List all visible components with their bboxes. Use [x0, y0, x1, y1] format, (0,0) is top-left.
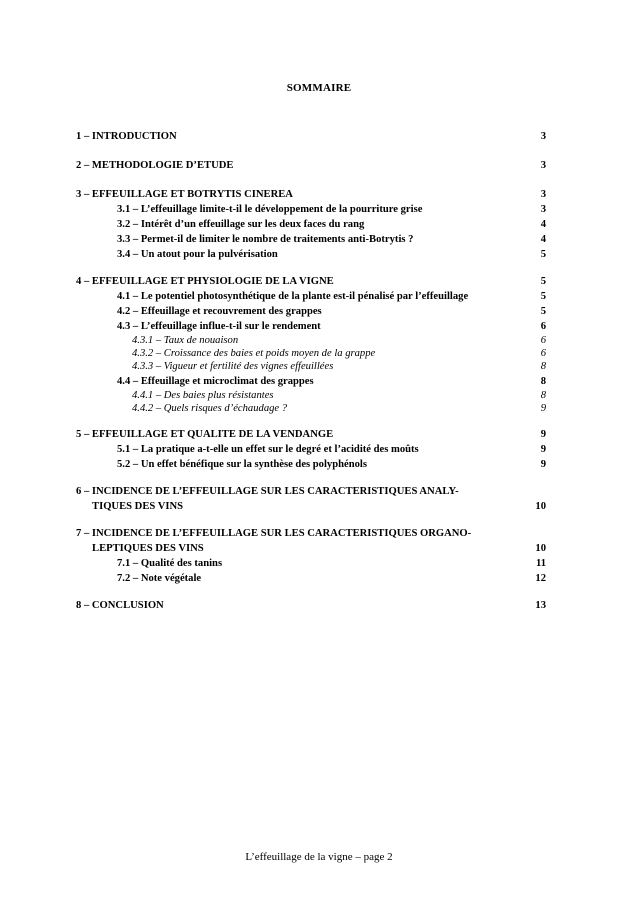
toc-page: 10	[535, 543, 546, 554]
toc-page: 13	[535, 600, 546, 611]
toc-label: 5.2 – Un effet bénéfique sur la synthèse des polyphénols	[117, 459, 367, 470]
toc-entry-4	[76, 274, 546, 289]
toc-page: 6	[540, 348, 546, 359]
toc-label: 4.3 – L’effeuillage influe-t-il sur le rendement	[117, 321, 321, 332]
toc-page: 8	[540, 376, 546, 387]
toc-entry-3-3	[76, 232, 546, 247]
toc-page: 3	[540, 204, 546, 215]
page-footer: L’effeuillage de la vigne – page 2	[245, 851, 393, 863]
toc-page: 12	[535, 573, 546, 584]
toc-label: 1 – INTRODUCTION	[76, 131, 177, 142]
page-title: SOMMAIRE	[286, 82, 352, 94]
toc-page: 9	[540, 444, 546, 455]
toc-entry-5	[76, 427, 546, 442]
toc-label: 3.3 – Permet-il de limiter le nombre de traitements anti-Botrytis ?	[117, 234, 414, 245]
toc-label: 4.3.3 – Vigueur et fertilité des vignes effeuillées	[132, 361, 334, 372]
toc-page: 5	[540, 306, 546, 317]
toc-label: 4.3.1 – Taux de nouaison	[132, 335, 239, 346]
toc-entry-3-1	[76, 202, 546, 217]
toc-label: 4.3.2 – Croissance des baies et poids moyen de la grappe	[132, 348, 376, 359]
toc-page: 8	[540, 390, 546, 401]
toc-page: 3	[540, 160, 546, 171]
toc-label: 4.1 – Le potentiel photosynthétique de la plante est-il pénalisé par l’effeuillage	[117, 291, 469, 302]
toc-entry-3-2	[76, 217, 546, 232]
toc-label: 7.1 – Qualité des tanins	[117, 558, 223, 569]
toc-label: 4.4.1 – Des baies plus résistantes	[132, 390, 274, 401]
toc-label: 7.2 – Note végétale	[117, 573, 202, 584]
toc-page: 8	[540, 361, 546, 372]
toc-page: 6	[540, 335, 546, 346]
toc-page: 10	[535, 501, 546, 512]
toc-entry-5-2	[76, 457, 546, 472]
toc-entry-8	[76, 598, 546, 613]
toc-page: 9	[540, 403, 546, 414]
toc-page: 6	[540, 321, 546, 332]
toc-entry-4-3-2	[76, 347, 546, 360]
toc-entry-4-3-3	[76, 360, 546, 374]
toc-page: 9	[540, 429, 546, 440]
toc-label: 3.1 – L’effeuillage limite-t-il le développement de la pourriture grise	[117, 204, 423, 215]
toc-label: 6 – INCIDENCE DE L’EFFEUILLAGE SUR LES CARACTERISTIQUES ANALY- TIQUES DES VINS	[76, 486, 459, 512]
toc-label: 3.4 – Un atout pour la pulvérisation	[117, 249, 278, 260]
toc-label: 4.4 – Effeuillage et microclimat des grappes	[117, 376, 314, 387]
toc-page: 5	[540, 249, 546, 260]
toc-label: 7 – INCIDENCE DE L’EFFEUILLAGE SUR LES CARACTERISTIQUES ORGANO- LEPTIQUES DES VINS	[76, 528, 472, 554]
toc-page: 11	[535, 558, 546, 569]
toc-entry-4-2	[76, 304, 546, 319]
table-of-contents	[76, 129, 546, 613]
toc-page: 5	[540, 276, 546, 287]
toc-entry-4-4	[76, 374, 546, 389]
toc-label: 4.4.2 – Quels risques d’échaudage ?	[132, 403, 288, 414]
toc-entry-3	[76, 187, 546, 202]
toc-entry-4-1	[76, 289, 546, 304]
toc-entry-7-1	[76, 556, 546, 571]
toc-label: 4.2 – Effeuillage et recouvrement des grappes	[117, 306, 322, 317]
toc-entry-5-1	[76, 442, 546, 457]
toc-entry-3-4	[76, 247, 546, 262]
toc-label: 5.1 – La pratique a-t-elle un effet sur le degré et l’acidité des moûts	[117, 444, 419, 455]
toc-entry-1	[76, 129, 546, 144]
toc-page: 3	[540, 189, 546, 200]
toc-page: 4	[540, 234, 546, 245]
toc-label: 3.2 – Intérêt d’un effeuillage sur les deux faces du rang	[117, 219, 365, 230]
toc-label: 2 – METHODOLOGIE D’ETUDE	[76, 160, 234, 171]
toc-page: 4	[540, 219, 546, 230]
toc-entry-6	[76, 484, 546, 514]
toc-label: 4 – EFFEUILLAGE ET PHYSIOLOGIE DE LA VIGNE	[76, 276, 334, 287]
toc-page: 3	[540, 131, 546, 142]
toc-entry-4-4-2	[76, 402, 546, 415]
toc-entry-4-3-1	[76, 334, 546, 347]
toc-entry-4-3	[76, 319, 546, 334]
toc-page: 5	[540, 291, 546, 302]
toc-label: 5 – EFFEUILLAGE ET QUALITE DE LA VENDANGE	[76, 429, 334, 440]
toc-label: 8 – CONCLUSION	[76, 600, 164, 611]
toc-entry-7-2	[76, 571, 546, 586]
toc-page: 9	[540, 459, 546, 470]
toc-entry-4-4-1	[76, 389, 546, 402]
toc-label: 3 – EFFEUILLAGE ET BOTRYTIS CINEREA	[76, 189, 293, 200]
toc-entry-7	[76, 526, 546, 556]
toc-entry-2	[76, 158, 546, 173]
